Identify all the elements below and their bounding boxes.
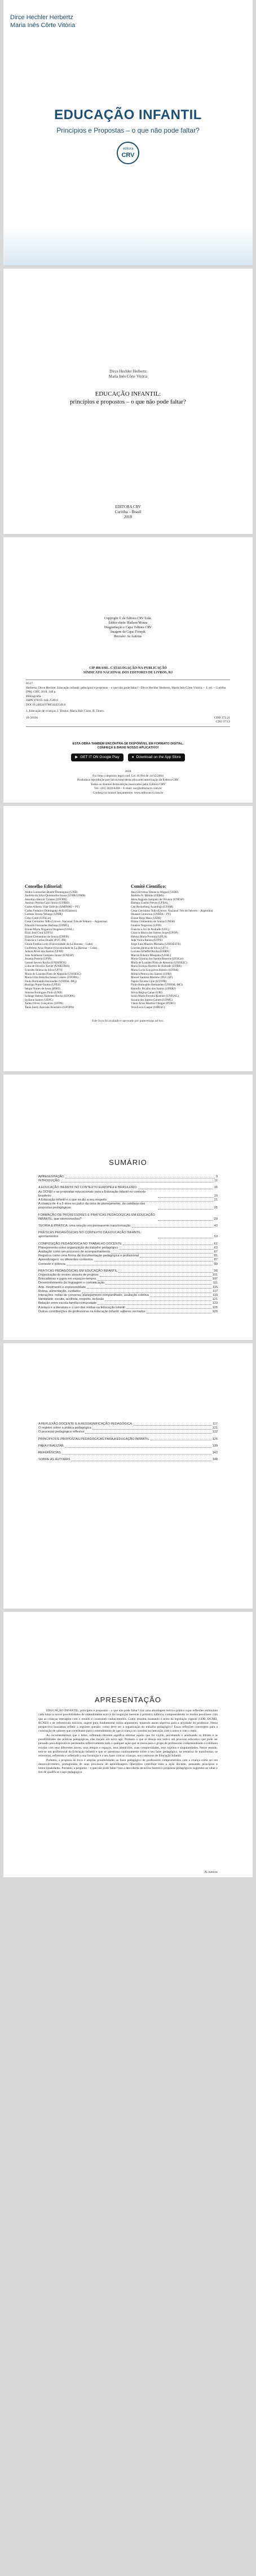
council-member: Sydione Santos (UEPG) (25, 998, 54, 1002)
toc-entry[interactable] (38, 1175, 218, 1179)
toc-entry-title: FORMAÇÃO DE PROFESSORES E PRÁTICAS PEDAGÓGICAS EM EDUCAÇÃO INFANTIL: que interconexões? (38, 1213, 155, 1221)
toc-entry[interactable] (38, 1306, 218, 1310)
toc-entry[interactable] (38, 1438, 218, 1442)
toc-entry[interactable] (38, 1298, 218, 1302)
council-member: Josania Portela (UFPI) (25, 957, 52, 961)
toc-leader (100, 1276, 211, 1277)
toc-entry[interactable] (38, 1242, 218, 1246)
council-member: Ramofly Bicalho dos Santos (UFRRJ) (131, 987, 176, 991)
toc-entry-title: Registros como uma forma de documentação pedagógica e profissional (38, 1254, 139, 1258)
toc-entry[interactable] (38, 1179, 218, 1183)
toc-entry[interactable] (38, 1263, 218, 1267)
toc-leader (150, 1296, 211, 1297)
app-store-label: Download on the App Store (136, 755, 181, 759)
toc-entry[interactable] (38, 1273, 218, 1277)
toc-entry-title: Outras contribuições de professoras na Educação Infantil: saberes recriados (38, 1309, 145, 1313)
toc-entry[interactable] (38, 1246, 218, 1250)
publisher-line: EDITORA CRV (115, 505, 141, 509)
council-member: Rodrigo Pratte-Santos (UFES) (25, 983, 61, 987)
presentation-paragraph: Ao recomendarmos que o leitor, refletindo docente significa retomar aquilo que foi vivido, percebendo e analisando os limites e as possibilidades das práticas pedagógicas, elas traçam um novo agir. Portanto o que se deseja nos indica um processo educativo que pode ser pensado para dispositivos permeados reflexivamente tudo o qualquer ação que se insira para o grupo de professores compreendendo o cotidiano escolar com seus diferentes atores, seus tempos e espaços, seus obstáculos, suas complexidades, seus sujeitos e singularidades. Nesse sentido, tem-se um profissional da Educação Infantil e que se questiona continuamente sobre o seu fazer pedagógico, na tentativa de transformar, se reinventar, refletindo e refletindo a sua formação e o seu fazer com as crianças, nos contextos de Educação Infantil. (38, 1733, 218, 1758)
council-member: Silvia Regina Canan (URI) (131, 991, 163, 995)
council-member: Maria Lília Imbiriba Sousa Colares (UFOPA) (25, 976, 78, 980)
editorial-council (25, 885, 125, 1010)
toc-entry[interactable] (38, 1224, 218, 1228)
toc-leader (108, 1201, 213, 1202)
toc-entry[interactable] (38, 1294, 218, 1298)
presentation-signature: As autoras (204, 1870, 218, 1874)
scientific-committee (131, 885, 231, 1010)
toc-entry-title: O registro sobre a prática pedagógica (38, 1426, 91, 1430)
toc-entry[interactable] (38, 1310, 218, 1314)
presentation-title: APRESENTAÇÃO (95, 1696, 161, 1704)
toc-page-number: 107 (212, 1277, 218, 1281)
table-of-contents-continued (38, 1422, 218, 1462)
toc-entry-title: COMPOSIÇÃO PEDAGÓGICA NO TRABALHO DOCENTE (38, 1242, 122, 1246)
toc-entry-title: A REFLEXÃO DOCENTE E A RESSIGNIFICAÇÃO PEDAGÓGICA (38, 1422, 132, 1426)
toc-page-number: 148 (212, 1458, 218, 1462)
toc-entry[interactable] (38, 1186, 218, 1190)
scientific-heading: Comitê Científico: (131, 884, 166, 889)
summary-page-2 (3, 1343, 253, 1609)
presentation-page (3, 1612, 253, 1877)
toc-leader (158, 1197, 213, 1198)
toc-leader (132, 1227, 213, 1228)
toc-page-number: 101 (212, 1273, 218, 1277)
editorial-heading: Conselho Editorial: (25, 884, 63, 889)
toc-entry[interactable] (38, 1198, 218, 1202)
toc-entry-title: A Educação Infantil e o que se diz a seu respeito (38, 1198, 107, 1202)
title-page (3, 269, 253, 534)
toc-page-number: 11 (214, 1179, 218, 1183)
record-cdd: CDD 372.21 (214, 716, 230, 720)
toc-entry-title: A EDUCAÇÃO INFANTIL NO CONTEXTO EUROPEU E BRASILEIRO (38, 1186, 137, 1190)
title-line: EDUCAÇÃO INFANTIL: (95, 391, 161, 397)
council-member: Francisco Carlos Duarte (PUC-PR) (25, 939, 67, 943)
toc-entry-title: Identidade: escuta, acolhida, respeito, inclusão (38, 1298, 104, 1302)
table-of-contents (38, 1175, 218, 1314)
toc-entry-title: PRÁTICAS PEDAGÓGICAS NO CONTEXTO DA EDUCAÇÃO INFANTIL: apontamentos (38, 1231, 142, 1239)
toc-page-number: 125 (212, 1437, 218, 1441)
toc-entry-title: A leitura e a literatura e o uso das mídias na Educação Infantil (38, 1305, 125, 1309)
council-member: Paulo Romualdo Hernandes (UNIFAL-MG) (131, 983, 183, 987)
council-member: Jorge Luís Mazzeo Mariano (UNIOESTE) (131, 942, 181, 946)
council-member: Leonel Severo Rocha (UNISINOS) (25, 961, 67, 965)
council-member: João Adalberto Campato Junior (UNESP) (25, 953, 74, 957)
toc-entry-title: Planejamento como organização do trabalho pedagógico (38, 1246, 118, 1250)
review-note: Este livro foi avaliado e aprovado por pareceristas ad hoc. (92, 1019, 164, 1023)
toc-entry-title: A criança de 4 a 5 anos no palco da cena de planejamento, do cotidiano das propostas pedagógicas (38, 1202, 145, 1210)
council-page (3, 806, 253, 1071)
play-icon: ▶ (75, 755, 78, 759)
toc-page-number: 117 (213, 1422, 218, 1426)
council-member: Sérgio Nunes de Jesus (IFRO) (25, 987, 61, 991)
council-member: Tania Suely Azevedo Brasileiro (UFOPA) (25, 1006, 74, 1009)
record-bibliography: Bibliografia (26, 694, 41, 698)
toc-page-number: 25 (214, 1206, 218, 1210)
record-subjects: 1. Educação de crianças 2. Títulos. Maria Inês Côrte. II. Títuto. (26, 709, 105, 713)
toc-page-number: 121 (212, 1426, 218, 1430)
title-page-author: Dirce Hechler Herbertz (109, 369, 147, 374)
toc-entry-title: PRINCÍPIOS E PROPOSTAS PEDAGÓGICAS PARA A EDUCAÇÃO INFANTIL (38, 1437, 149, 1441)
council-member: Mosart Santana Marinho (PUC-SP) (131, 976, 173, 980)
footer-line: Proibida a reprodução parcial ou total desta obra sem autorização da Editora CRV (77, 778, 179, 782)
toc-page-number: 29 (214, 1217, 218, 1221)
toc-page-number: 111 (213, 1281, 218, 1285)
footer-line: Todos os direitos desta edição reservados pela: Editora CRV (90, 782, 166, 786)
council-member: Celso Conti (UFSCar) (25, 916, 51, 920)
toc-page-number: 61 (214, 1242, 218, 1246)
toc-entry-title: APRESENTAÇÃO (38, 1175, 64, 1179)
toc-leader (158, 1209, 213, 1210)
presentation-paragraph: Portanto, a proposta do livro é ampliar possibilidades ao fazer pedagógico de professores comprometidos com a criança como ser em desenvolvimento, protagonista de seus processos de aprendizagem. Queremos contribuir com a ação docente, pensando princípios e intencionalidades. Portanto, a pergunta – o que não pode faltar? nos a descoberta de novos fazeres e propostas pedagógicos sugeridos ao olhar e fim de qualificar o agir pedagógico. (38, 1758, 218, 1775)
council-member: Paulo Romualdo Hernandes (UNIFAL-MG) (25, 979, 77, 983)
council-member: Ana Chrystina Venancio Mignot (UERJ) (131, 890, 179, 894)
logo-text: CRV (121, 152, 135, 159)
toc-leader (65, 1447, 211, 1448)
toc-leader (133, 1425, 211, 1426)
council-member: Maria Cristina dos Santos Bezerra (UFSCar) (131, 957, 183, 961)
council-member: Diosnel Centurion (UNIDA – PY) (131, 913, 171, 917)
catalog-record (26, 680, 230, 727)
toc-page-number: 67 (214, 1250, 218, 1254)
publisher-logo-icon (116, 141, 140, 165)
toc-leader (98, 1280, 211, 1281)
toc-entry[interactable] (38, 1269, 218, 1273)
toc-leader (120, 1249, 213, 1250)
toc-entry[interactable] (38, 1458, 218, 1462)
council-member: Maria de Lourdes Pinto de Almeida (UNOESC) (131, 961, 187, 965)
cover-author: Dirce Hechler Herbertz (10, 14, 73, 21)
toc-entry-title: REFERÊNCIAS (38, 1451, 61, 1455)
toc-page-number: 117 (213, 1289, 218, 1293)
record-text: Herbertz, Dirce Hechler. Educação infantil: princípios e propostas – o que não pode faltar? / Dirce Hechler Herbertz, Maria Inês Côrte Vitória. – 1. ed. – Curitiba [PR]: CRV, 2018. 148 p. (26, 686, 226, 694)
toc-leader (85, 1433, 211, 1434)
council-member: Gláucia Maria dos Santos Jorge (UFOP) (131, 931, 178, 935)
toc-leader (105, 1284, 211, 1285)
store-badges (3, 753, 253, 761)
council-member: Najela Tavares Ujiie (UTFPR) (131, 979, 167, 983)
cover-decoration (3, 226, 253, 265)
toc-entry-title: TEORIA & PRÁTICA: uma relação em permanente transformação (38, 1224, 131, 1228)
toc-entry[interactable] (38, 1444, 218, 1448)
cover-author: Maria Inês Côrte Vitória (10, 22, 76, 29)
title-page-title (3, 390, 253, 406)
toc-entry[interactable] (38, 1231, 218, 1239)
cip-line: CIP-BRASIL. CATALOGAÇÃO-NA-PUBLICAÇÃO (89, 667, 167, 670)
council-member: Eduardo Fernandes Barbosa (UFMG) (25, 923, 69, 927)
presentation-body (38, 1709, 218, 1775)
credit-line: Revisão: As Autoras (114, 635, 142, 638)
record-cdu: CDU 373.2 (215, 720, 230, 724)
toc-page-number: 63 (214, 1246, 218, 1250)
council-member: Maria Lucia Gonçalves Ribeiro (UFBA) (131, 969, 179, 972)
council-member: Elione Maria Nogueira Diogenes (UFAL) (25, 927, 74, 931)
toc-page-number: 43 (214, 1224, 218, 1228)
record-number: 18-50336 (26, 716, 38, 720)
ebook-line: CONHEÇA E BAIXE NOSSO APLICATIVO! (97, 746, 159, 750)
toc-leader (158, 1220, 213, 1221)
toc-leader (118, 1272, 213, 1273)
council-member: Simone Rodrigues Pinto (UNB) (25, 991, 63, 995)
council-member: Francisco Ari de Andrade (UFC) (131, 927, 169, 931)
council-member: Anna Augusta Sampaio de Oliveira (UNESP) (131, 897, 184, 901)
toc-page-number: 143 (212, 1451, 218, 1455)
credit-line: Diagramação e Capa: Editora CRV (104, 626, 152, 629)
toc-page-number: 119 (213, 1294, 218, 1298)
toc-entry-title: Relação entre escola-família-comunidade (38, 1302, 97, 1305)
publisher-line: Curitiba – Brasil (114, 510, 142, 514)
toc-entry[interactable] (38, 1202, 218, 1210)
footer-line: Tel.: (41) 3039-6418 – E-mail: sac@editoracrv.com.br (94, 787, 162, 790)
toc-page-number: 125 (212, 1305, 218, 1309)
title-page-publisher (3, 505, 253, 520)
toc-entry-title: Aprendizagem: os diferentes contextos (38, 1258, 93, 1262)
toc-entry-title: INTRODUÇÃO (38, 1179, 60, 1183)
toc-entry-title: Avaliação como um processo de acompanhamento (38, 1250, 111, 1254)
cip-header (3, 666, 253, 675)
council-member: Élsio José Corá (UFFS) (25, 931, 53, 935)
toc-page-number: 115 (213, 1285, 218, 1289)
toc-page-number: 129 (212, 1309, 218, 1313)
toc-entry[interactable] (38, 1302, 218, 1305)
footer-line: Foi feito o depósito legal conf. Lei 10.994 de 14/12/2004 (92, 774, 164, 778)
cover-authors (10, 14, 75, 29)
toc-entry[interactable] (38, 1258, 218, 1262)
toc-leader (111, 1253, 213, 1254)
toc-page-number: 121 (212, 1298, 218, 1302)
council-member: Helena Maria Ferreira (UFLA) (131, 935, 167, 939)
toc-entry[interactable] (38, 1422, 218, 1426)
toc-entry-title: Brincadeiras e jogos em espaços-tempos (38, 1277, 96, 1281)
summary-page-1 (3, 1075, 253, 1340)
toc-page-number: 15 (214, 1186, 218, 1190)
council-member: Maria Eurácia Barreto de Andrade (UFRB) (131, 965, 182, 969)
toc-leader (126, 1308, 211, 1309)
footer-line: Conheça os nossos lançamentos: www.editoracrv.com.br (92, 791, 164, 795)
council-member: Elizeu Clementino de Souza (UNEB) (131, 920, 175, 924)
council-member: Lourdes Helena da Silva (UFV) (25, 969, 63, 972)
council-member: Luciana Scheffel Rocha (UFRN) (131, 950, 170, 954)
council-member: Vera Lucia Gaspar (UDESC) (131, 1006, 165, 1009)
record-doi: DOI 10.24824/978854442549.0 (26, 703, 66, 707)
council-member: Gloria Fariñas León (Universidade de La Havana – Cuba) (25, 942, 93, 946)
council-member: Elizeu Clementino de Souza (UNEB) (25, 935, 69, 939)
toc-entry-title: PRÁTICAS PEDAGÓGICAS EM EDUCAÇÃO INFANTIL (38, 1269, 118, 1273)
copyright-credits (3, 616, 253, 639)
council-member: Carlos Federico Dominguez Avila (Unieuro) (25, 909, 77, 913)
toc-entry[interactable] (38, 1290, 218, 1294)
toc-entry[interactable] (38, 1281, 218, 1285)
title-page-author: Maria Inês Côrte Vitória (108, 374, 148, 379)
footer-line: 2018 (125, 770, 131, 773)
council-member: Antônio Pereira Gaio Júnior (UFRRJ) (25, 901, 69, 905)
toc-page-number: 21 (214, 1198, 218, 1202)
toc-entry-title: Arte, movimento e expressividade (38, 1285, 86, 1289)
toc-page-number: 123 (212, 1302, 218, 1305)
toc-entry[interactable] (38, 1426, 218, 1430)
council-member: Jade Vieira Batista (UFPE) (131, 939, 163, 943)
copyright-page (3, 537, 253, 803)
toc-leader (105, 1300, 211, 1301)
council-member: Carmen Tereza Velanga (UNIR) (25, 913, 63, 917)
toc-leader (65, 1178, 215, 1179)
toc-page-number: 9 (215, 1175, 218, 1179)
council-member: Cati Reckelberg Azambuja (UFSM) (131, 905, 173, 909)
council-member: Sonia Maria Ferreira Koehler (UNISAL) (131, 995, 179, 998)
toc-entry[interactable] (38, 1286, 218, 1290)
toc-entry-title: Desenvolvimento da linguagem e comunicação (38, 1281, 105, 1285)
title-line: princípios e propostos – o que não pode faltar? (70, 398, 186, 405)
council-member: Andréia N. Militão (UEMS) (131, 894, 164, 898)
cover-page (3, 0, 253, 265)
council-member: Jailson Alves dos Santos (UFRJ) (25, 950, 64, 954)
cover-title: EDUCAÇÃO INFANTIL (54, 107, 202, 122)
cip-line: SINDICATO NACIONAL DOS EDITORES DE LIVROS, RJ (83, 671, 173, 674)
toc-leader (62, 1454, 211, 1455)
council-member: Eliane Rose Maio (UEM) (131, 916, 161, 920)
council-member: Vânia Alves Martins Chaigar (FURG) (131, 1002, 176, 1006)
cover-subtitle: Princípios e Propostas – o que não pode faltar? (56, 126, 200, 134)
toc-entry[interactable] (38, 1451, 218, 1455)
presentation-paragraph: EDUCAÇÃO INFANTIL: princípios e propostas – o que não pode faltar? traz uma abordagem teórico-prática cujas reflexões estimulam cada leitor a novos possibilidades de entendimento acerca da cosgnição inerente à primeira infância, compreendendo os modos peculiares com que as crianças interagem com o mundo e constroem conhecimentos. Como ressalta, baseando o texto da legislação vigente (LDB, DCNEI, BCNEI) e de referenciais teóricos, sugere para fundamentar nosso argumento, trazendo assim aspectos para a atividade do professor. Nessa perspectiva buscamos refletir a seguinte questão: como deve ser a organização do trabalho pedagógico? Essas reflexões convergem para a construção de saberes que contribuem para o entendimento de que a criança se constitui na interação com o outro e com o meio. (38, 1709, 218, 1733)
council-member: Cesar Gerónimo Tello (Univer. Nacional Três de Febrero – Argentina) (131, 909, 213, 913)
council-member: Suzana dos Santos Gomes (UFMG) (131, 998, 173, 1002)
council-member: Guillermo Arias Beatón (Universidade de La Havana – Cuba) (25, 946, 98, 950)
toc-entry[interactable] (38, 1213, 218, 1221)
toc-entry[interactable] (38, 1430, 218, 1434)
toc-entry[interactable] (38, 1250, 218, 1254)
toc-entry-title: Contexto e infância (38, 1262, 65, 1266)
credit-line: Imagem da Capa: Freepik (110, 630, 146, 634)
toc-page-number: 99 (214, 1269, 218, 1273)
council-member: Carlos Alberto Vilar Estêvão (UMINHO – PT) (25, 905, 80, 909)
toc-entry-title: Organização do ensino através de projetos (38, 1273, 99, 1277)
ebook-notice (3, 742, 253, 750)
toc-entry-title: Rotina, alimentação, cuidados (38, 1289, 81, 1293)
toc-page-number: 122 (212, 1430, 218, 1434)
council-member: Solange Helena Ximenes-Rocha (UFOPA) (25, 995, 75, 998)
logo-prefix: editora (122, 147, 134, 151)
council-member: Aldira Guimarães Duarte Domínguez (UNB) (25, 890, 78, 894)
council-member: Tadeu Oliver Gonçalves (UFPA) (25, 1002, 63, 1006)
toc-entry-title: PARA FINALIZAR (38, 1444, 64, 1448)
toc-entry-title: O processo pedagógico reflexivo (38, 1430, 85, 1434)
toc-entry-title: As DCNEI e as propostas educacionais para a Educação Infantil no contexto brasileiro (38, 1190, 146, 1198)
council-member: Fauston Negreiros (UFPI) (131, 923, 162, 927)
council-member: Lidia de Oliveira Xavier (UNIEURO) (25, 965, 69, 969)
apple-icon: ● (131, 755, 134, 759)
toc-page-number: 87 (214, 1258, 218, 1262)
title-page-authors (3, 369, 253, 379)
record-isbn: ISBN 978-85-444-2549-0 (26, 699, 58, 702)
toc-page-number: 19 (214, 1194, 218, 1198)
credit-line: Copyright © da Editora CRV Ltda. (104, 617, 152, 620)
google-play-label: GET IT ON Google Play (80, 755, 120, 759)
copyright-footer (3, 770, 253, 795)
google-play-badge[interactable] (71, 753, 123, 761)
toc-entry-title: SOBRE AS AUTORAS (38, 1458, 70, 1462)
toc-leader (87, 1288, 211, 1289)
toc-page-number: 93 (214, 1262, 218, 1266)
credit-line: Editor-chefe: Railson Moura (108, 621, 148, 625)
toc-page-number: 53 (214, 1235, 218, 1239)
toc-leader (92, 1429, 211, 1430)
toc-entry[interactable] (38, 1277, 218, 1281)
ebook-line: ESTA OBRA TAMBÉM ENCONTRA-SE DISPONÍVEL EM FORMATO DIGITAL. (72, 742, 184, 746)
toc-entry-title: Interações: rodas de conversa, planejamento compartilhado, avaliação coletiva (38, 1294, 149, 1298)
toc-entry[interactable] (38, 1190, 218, 1198)
council-member: Lourdes Helena da Silva (UFV) (131, 946, 169, 950)
publisher-line: 2018 (124, 515, 132, 519)
summary-title: SUMÁRIO (109, 1158, 147, 1167)
toc-page-number: 81 (214, 1254, 218, 1258)
toc-leader (140, 1257, 213, 1258)
council-member: Maria de Lourdes Pinto de Almeida (UNOESC) (25, 972, 81, 976)
council-member: Andréia da Silva Quintanilha Sousa (UNIR/UFRN) (25, 894, 86, 898)
record-code: H537 (26, 682, 33, 685)
council-member: Mônica Pereira dos Santos (UFRJ) (131, 972, 172, 976)
toc-page-number: 139 (212, 1444, 218, 1448)
council-member: Barbara Coelho Neves (UFBA) (131, 901, 168, 905)
council-member: Cesar Gerónimo Tello (Univer .Nacional Três de Febrero – Argentina) (25, 920, 107, 924)
council-member: Anselmo Alencar Colares (UFOPA) (25, 897, 67, 901)
council-member: Marcos Ribeiro Mesquita (UFAL) (131, 953, 171, 957)
app-store-badge[interactable] (128, 753, 185, 761)
toc-leader (98, 1304, 211, 1305)
toc-entry[interactable] (38, 1254, 218, 1258)
